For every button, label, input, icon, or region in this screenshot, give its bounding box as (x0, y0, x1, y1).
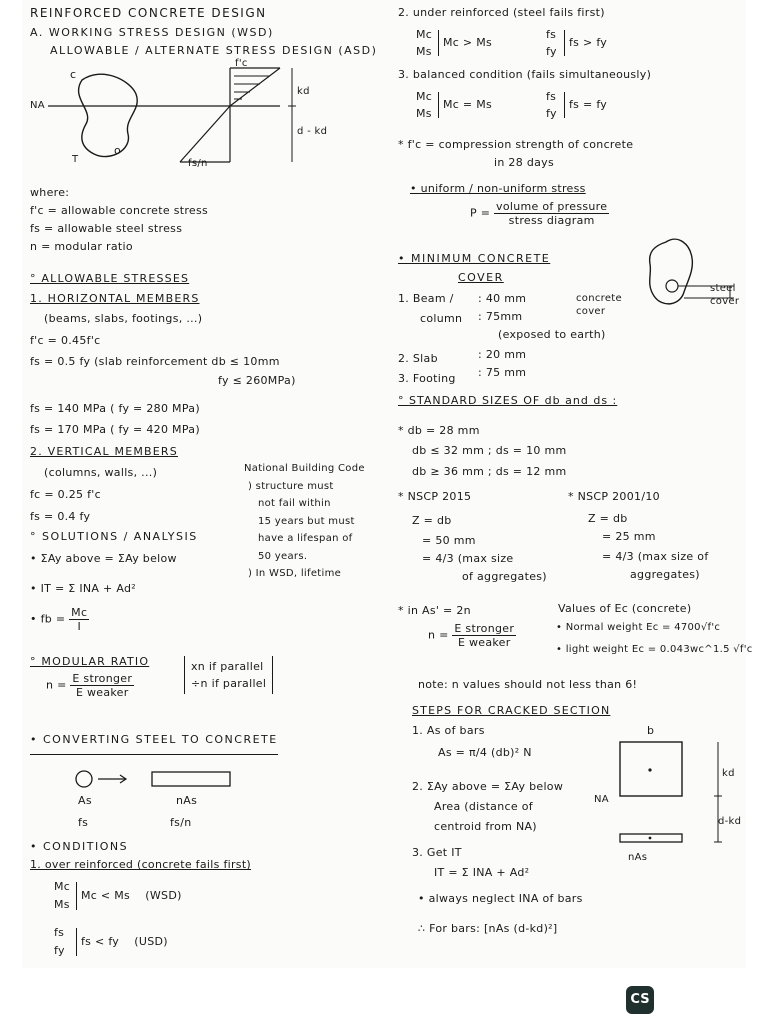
db-36: db ≥ 36 mm ; ds = 12 mm (412, 465, 567, 478)
db-32: db ≤ 32 mm ; ds = 10 mm (412, 444, 567, 457)
heading-solutions: ° SOLUTIONS / ANALYSIS (30, 530, 198, 543)
neglect-note: • always neglect INA of bars (418, 892, 583, 905)
over-reinforced-mc-ms: Mc Ms (54, 880, 71, 911)
label-d-kd: d - kd (297, 126, 328, 137)
heading-vertical-members: 2. VERTICAL MEMBERS (30, 445, 178, 458)
heading-min-cover: • MINIMUM CONCRETE (398, 252, 551, 265)
for-bars-eq: ∴ For bars: [nAs (d-kd)²] (418, 922, 558, 935)
label-nas-2: nAs (628, 852, 648, 863)
label-c: c (70, 68, 77, 81)
ec-light-weight: • light weight Ec = 0.043wc^1.5 √f'c (556, 644, 753, 655)
footing-label: 3. Footing (398, 372, 456, 385)
n-eq-right: n = E stronger E weaker (428, 622, 515, 650)
eq-it: • IT = Σ INA + Ad² (30, 582, 136, 595)
z-max-agg-2015-cont: of aggregates) (462, 570, 547, 583)
step-1: 1. As of bars (412, 724, 485, 737)
def-fs: fs = allowable steel stress (30, 222, 183, 235)
heading-steps: STEPS FOR CRACKED SECTION (412, 704, 611, 717)
bar-circle (666, 280, 678, 292)
def-fc: f'c = allowable concrete stress (30, 204, 209, 217)
eq-fs-horizontal: fs = 0.5 fy (slab reinforcement db ≤ 10mm (30, 355, 280, 368)
step-2: 2. ΣAy above = ΣAy below (412, 780, 564, 793)
label-b: b (647, 724, 655, 737)
eq-fs-vertical: fs = 0.4 fy (30, 510, 91, 523)
heading-min-cover-2: COVER (458, 271, 504, 284)
section-asd: ALLOWABLE / ALTERNATE STRESS DESIGN (ASD) (50, 44, 378, 57)
beam-column-label: 1. Beam / (398, 292, 454, 305)
beam-value-1: : 40 mm (478, 292, 527, 305)
balanced-condition: 3. balanced condition (fails simultaneously) (398, 68, 652, 81)
label-t: T (72, 154, 79, 165)
z-50: = 50 mm (422, 534, 476, 547)
concrete-cover-label: concrete cover (576, 293, 622, 317)
ec-normal-weight: • Normal weight Ec = 4700√f'c (556, 622, 721, 633)
def-n: n = modular ratio (30, 240, 133, 253)
heading-allowable-stresses: ° ALLOWABLE STRESSES (30, 272, 190, 285)
exposed-note: (exposed to earth) (498, 328, 606, 341)
fc-definition: * f'c = compression strength of concrete (398, 138, 634, 151)
step-2-b: centroid from NA) (434, 820, 537, 833)
footing-value: : 75 mm (478, 366, 527, 379)
beam-section-shape (79, 74, 138, 156)
eq-modular-ratio: n = E stronger E weaker (46, 672, 133, 700)
step-1-eq: As = π/4 (db)² N (438, 746, 532, 759)
steel-cover-label: steel cover (710, 283, 740, 307)
balanced-cond: Mc = Ms (438, 92, 492, 118)
db-28: * db = 28 mm (398, 424, 480, 437)
over-reinforced: 1. over reinforced (concrete fails first) (30, 858, 252, 871)
label-kd: kd (297, 86, 310, 97)
fc-definition-2: in 28 days (494, 156, 554, 169)
slab-label: 2. Slab (398, 352, 438, 365)
eq-fs-140: fs = 140 MPa ( fy = 280 MPa) (30, 402, 200, 415)
uniform-stress: • uniform / non-uniform stress (410, 182, 586, 195)
label-as: As (78, 794, 92, 807)
z-db-2015: Z = db (412, 514, 452, 527)
in-as-eq: * in As' = 2n (398, 604, 471, 617)
under-reinforced: 2. under reinforced (steel fails first) (398, 6, 605, 19)
beam-value-2: : 75mm (478, 310, 523, 323)
z-max-agg-2001-cont: aggregates) (630, 568, 700, 581)
n-fraction-right: E stronger E weaker (454, 622, 515, 650)
z-max-agg-2015: = 4/3 (max size (422, 552, 514, 565)
cracked-section-diagram (592, 720, 742, 866)
modular-ratio-fraction: E stronger E weaker (72, 672, 133, 700)
pressure-fraction: volume of pressure stress diagram (496, 200, 608, 228)
heading-conditions: • CONDITIONS (30, 840, 129, 853)
stress-diagram (30, 58, 328, 169)
label-d-kd-2: d-kd (718, 816, 742, 827)
label-nas: nAs (176, 794, 198, 807)
z-25: = 25 mm (602, 530, 656, 543)
under-condition-2: fs > fy (564, 30, 607, 56)
parallel-rules: xn if parallel ÷n if parallel (184, 656, 273, 694)
label-fs: fs (78, 816, 89, 829)
column-section-shape (650, 239, 693, 304)
balanced-fs-fy: fs fy (546, 90, 557, 120)
beam-column-label-2: column (420, 312, 463, 325)
balanced-mc-ms: Mc Ms (416, 90, 433, 120)
nscp-2001: * NSCP 2001/10 (568, 490, 660, 503)
converting-diagram (70, 766, 240, 792)
where-label: where: (30, 186, 70, 199)
pressure-eq: P = volume of pressure stress diagram (470, 200, 608, 228)
horizontal-examples: (beams, slabs, footings, ...) (44, 312, 203, 325)
label-na-2: NA (594, 794, 609, 805)
over-reinforced-fs-fy: fs fy (54, 926, 65, 957)
heading-modular-ratio: ° MODULAR RATIO (30, 655, 150, 668)
page-title: REINFORCED CONCRETE DESIGN (30, 6, 267, 20)
heading-converting: • CONVERTING STEEL TO CONCRETE (30, 733, 278, 755)
over-reinforced-condition-2: fs < fy (USD) (76, 928, 168, 956)
under-condition: Mc > Ms (438, 30, 492, 56)
vertical-examples: (columns, walls, ...) (44, 466, 158, 479)
step-3-eq: IT = Σ INA + Ad² (434, 866, 530, 879)
notes-page (22, 0, 753, 968)
heading-horizontal-members: 1. HORIZONTAL MEMBERS (30, 292, 200, 305)
label-fc: f'c (235, 58, 248, 69)
over-reinforced-condition: Mc < Ms (WSD) (76, 882, 182, 910)
under-fs-fy: fs fy (546, 28, 557, 58)
z-db-2001: Z = db (588, 512, 628, 525)
label-fs-n: fs/n (188, 158, 208, 169)
nscp-2015: * NSCP 2015 (398, 490, 472, 503)
under-mc-ms: Mc Ms (416, 28, 433, 58)
eq-fc-vertical: fc = 0.25 f'c (30, 488, 101, 501)
section-wsd: A. WORKING STRESS DESIGN (WSD) (30, 26, 274, 39)
step-3: 3. Get IT (412, 846, 462, 859)
label-o: o (114, 144, 122, 157)
eq-fb: • fb = $\frac{Mc}{I}$ (30, 606, 88, 634)
step-2-a: Area (distance of (434, 800, 533, 813)
eq-fs-170: fs = 170 MPa ( fy = 420 MPa) (30, 423, 200, 436)
fb-fraction: $\frac{Mc}{I}$ (71, 606, 88, 634)
z-max-agg-2001: = 4/3 (max size of (602, 550, 709, 563)
ec-values-heading: Values of Ec (concrete) (558, 602, 692, 615)
nbc-note: National Building Code ) structure must not fail within 15 years but must have a lifespan of 50 years. ) In WSD, lifetime (244, 463, 365, 579)
balanced-cond-2: fs = fy (564, 92, 607, 118)
label-fs-n-bottom: fs/n (170, 816, 192, 829)
eq-fc-horizontal: f'c = 0.45f'c (30, 334, 101, 347)
eq-sum-ay: • ΣAy above = ΣAy below (30, 552, 177, 565)
label-na: NA (30, 100, 45, 111)
steel-bar-circle (76, 771, 92, 787)
eq-fs-horizontal-cont: fy ≤ 260MPa) (218, 374, 296, 387)
slab-value: : 20 mm (478, 348, 527, 361)
label-kd-2: kd (722, 768, 735, 779)
camscanner-logo: CS (626, 986, 654, 1014)
heading-std-sizes: ° STANDARD SIZES OF db and ds : (398, 394, 618, 407)
transformed-area-rect (152, 772, 230, 786)
note-n-values: note: n values should not less than 6! (418, 678, 638, 691)
